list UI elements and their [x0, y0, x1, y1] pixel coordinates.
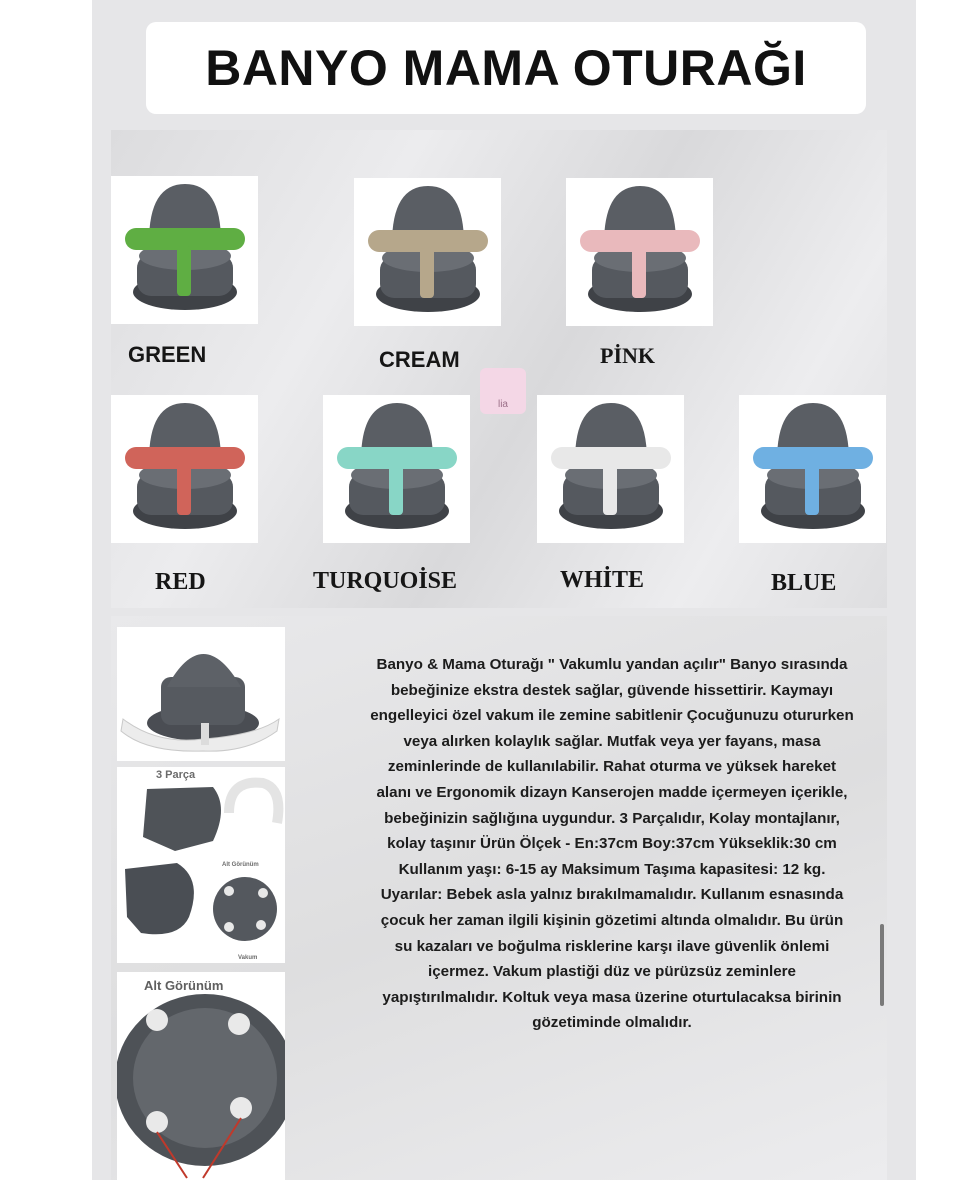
three-parts-photo	[117, 767, 285, 963]
three-parts-label: 3 Parça	[156, 769, 196, 781]
color-label-white: WHİTE	[560, 567, 645, 593]
title-banner	[146, 22, 866, 114]
seat-red-image	[111, 395, 258, 543]
color-label-green: GREEN	[128, 342, 207, 367]
seat-white-image	[537, 395, 684, 543]
bottom-view-small-label: Alt Görünüm	[222, 862, 259, 868]
scrollbar[interactable]	[880, 924, 884, 1006]
page-title: BANYO MAMA OTURAĞI	[205, 40, 807, 96]
color-label-turquoise: TURQUOİSE	[313, 568, 458, 594]
seat-pink-image	[566, 178, 713, 326]
color-label-blue: BLUE	[771, 570, 837, 596]
color-label-cream: CREAM	[379, 347, 460, 372]
product-description: Banyo & Mama Oturağı " Vakumlu yandan açılır" Banyo sırasında bebeğinize ekstra destek sağlar, güvende hissettirir. Kaymayı engelleyici özel vakum ile zemine sabitlenir Çocuğunuzu otururken veya alırken kolaylık sağlar. Mutfak veya yer fayans, masa zeminlerinde de kullanılabilir. Rahat oturma ve yüksek hareket alanı ve Ergonomik dizayn Kanserojen madde içermeyen içerikle, bebeğinizin sağlığına uygundur. 3 Parçalıdır, Kolay montajlanır, kolay taşınır Ürün Ölçek - En:37cm Boy:37cm Yükseklik:30 cm Kullanım yaşı: 6-15 ay Maksimum Taşıma kapasitesi: 12 kg. Uyarılar: Bebek asla yalnız bırakılmamalıdır. Kullanım esnasında çocuk her zaman ilgili kişinin gözetimi altında olmalıdır. Bu ürün su kazaları ve boğulma risklerine karşı ilave güvenlik önlemi içermez. Vakum plastiği düz ve pürüzsüz zeminlere yapıştırılmalıdır. Koltuk veya masa üzerine oturtulacaksa birinin gözetiminde olmalıdır.	[370, 656, 854, 1032]
seat-turquoise-image	[323, 395, 470, 543]
vacuum-label: Vakum	[238, 955, 258, 961]
seat-green-image	[111, 176, 258, 324]
seat-cream-image	[354, 178, 501, 326]
seat-open-photo	[117, 627, 285, 761]
seat-blue-image	[739, 395, 886, 543]
watermark-text: lia	[497, 399, 508, 410]
bottom-view-photo	[117, 972, 285, 1180]
color-label-pink: PİNK	[600, 343, 655, 368]
color-label-red: RED	[155, 569, 206, 595]
watermark-logo	[480, 368, 526, 414]
bottom-view-label: Alt Görünüm	[144, 978, 224, 993]
